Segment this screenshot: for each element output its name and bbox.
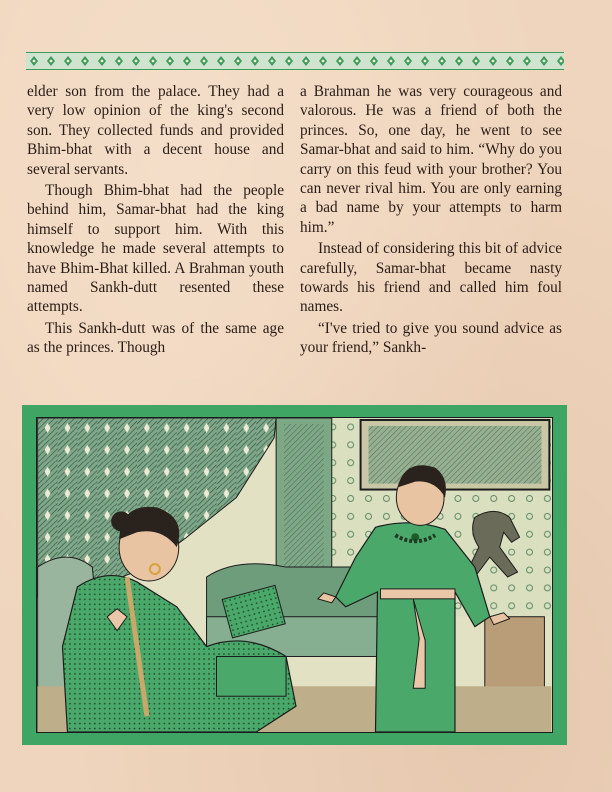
border-motif — [319, 56, 327, 66]
border-motif — [336, 56, 344, 66]
left-paragraph-1: elder son from the palace. They had a very low opinion of the king's second son. They collected funds and provided Bhim-bhat with a decent house and several servants. — [27, 83, 284, 178]
border-motif — [421, 56, 429, 66]
border-motif — [285, 56, 293, 66]
border-motif — [438, 56, 446, 66]
border-motif — [387, 56, 395, 66]
border-motif — [472, 56, 480, 66]
border-motif — [234, 56, 242, 66]
border-motif — [302, 56, 310, 66]
border-motif — [115, 56, 123, 66]
right-paragraph-3: “I've tried to give you sound advice as your friend,” Sankh- — [300, 319, 562, 357]
border-motif — [540, 56, 548, 66]
border-motif — [217, 56, 225, 66]
border-motif — [47, 56, 55, 66]
right-paragraph-1: a Brahman he was very courageous and valorous. He was a friend of both the princes. So, one day, he went to see Samar-bhat and said to him. “Why do you carry on this feud with your brother? You can never rival him. You are only earning a bad name by your attempts to harm him.” — [300, 83, 562, 236]
border-motif — [455, 56, 463, 66]
border-motif — [64, 56, 72, 66]
left-paragraph-3: This Sankh-dutt was of the same age as the princes. Though — [27, 319, 284, 357]
border-motif — [523, 56, 531, 66]
story-illustration — [22, 405, 567, 745]
painting-canvas — [369, 426, 542, 484]
border-motif — [506, 56, 514, 66]
border-motif — [489, 56, 497, 66]
border-motif — [30, 56, 38, 66]
pillar-ornament — [284, 424, 324, 588]
border-motif — [353, 56, 361, 66]
border-motif — [149, 56, 157, 66]
illustration-scene — [36, 417, 553, 733]
border-motif — [81, 56, 89, 66]
border-motif — [557, 56, 564, 66]
border-motif — [166, 56, 174, 66]
left-text-column — [27, 82, 284, 358]
right-paragraph-2: Instead of considering this bit of advice carefully, Samar-bhat became nasty towards his friend and called him foul names. — [300, 240, 562, 316]
border-motif — [200, 56, 208, 66]
border-motif — [98, 56, 106, 66]
decorative-border-icon — [26, 52, 564, 70]
left-paragraph-2: Though Bhim-bhat had the people behind him, Samar-bhat had the king himself to support him. With this knowledge he made several attempts to have Bhim-Bhat killed. A Brahman youth named Sankh-dutt resented these attempts. — [27, 182, 284, 316]
border-motif — [183, 56, 191, 66]
border-motif — [268, 56, 276, 66]
border-motif — [370, 56, 378, 66]
right-text-column — [300, 82, 562, 358]
border-motif — [251, 56, 259, 66]
border-motif — [404, 56, 412, 66]
border-motif — [132, 56, 140, 66]
